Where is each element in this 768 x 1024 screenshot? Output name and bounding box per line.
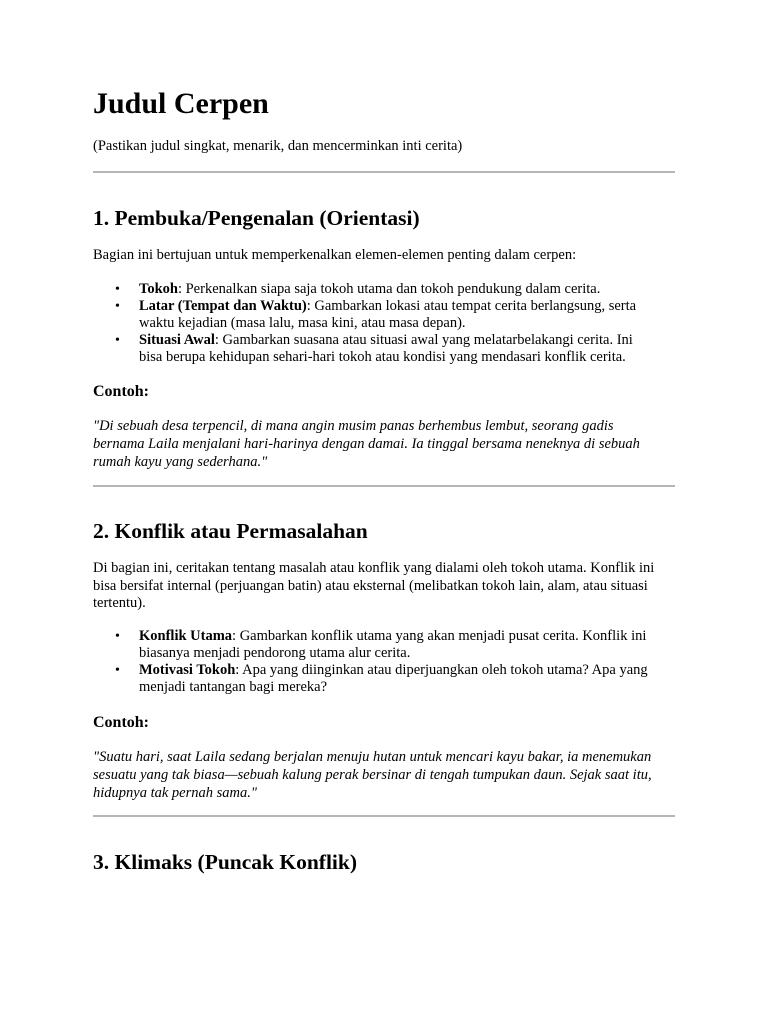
list-item-text: : Gambarkan lokasi atau tempat cerita berlangsung, serta waktu kejadian (masa lalu, masa kini, atau masa depan).: [139, 298, 637, 331]
bullet-icon: •: [115, 663, 120, 678]
list-item-term: Motivasi Tokoh: [139, 662, 236, 678]
section-2-intro: Di bagian ini, ceritakan tentang masalah atau konflik yang dialami oleh tokoh utama. Konflik ini bisa bersifat internal (perjuangan batin) atau eksternal (melibatkan tokoh lain, alam, atau situasi tertentu).: [93, 560, 655, 611]
section-2-example-label: Contoh:: [93, 714, 150, 731]
list-item: [115, 281, 653, 298]
list-item-text: : Gambarkan konflik utama yang akan menjadi pusat cerita. Konflik ini biasanya menjadi pendorong utama alur cerita.: [139, 628, 647, 661]
list-item-term: Tokoh: [139, 281, 178, 297]
document-title: Judul Cerpen: [93, 87, 269, 120]
section-2-heading: 2. Konflik atau Permasalahan: [93, 519, 368, 543]
list-item: [115, 662, 653, 696]
bullet-icon: •: [115, 333, 120, 348]
section-2-example: "Suatu hari, saat Laila sedang berjalan menuju hutan untuk mencari kayu bakar, ia menemukan sesuatu yang tak biasa—sebuah kalung perak bersinar di tengah tumpukan daun. Sejak saat itu, hidupnya tak pernah sama.": [93, 749, 652, 801]
section-1-heading: 1. Pembuka/Pengenalan (Orientasi): [93, 206, 420, 230]
list-item-text: : Perkenalkan siapa saja tokoh utama dan tokoh pendukung dalam cerita.: [177, 281, 601, 297]
section-1-list: [93, 281, 653, 366]
section-3-heading: 3. Klimaks (Puncak Konflik): [93, 850, 358, 874]
list-item: [115, 298, 653, 332]
list-item-term: Situasi Awal: [139, 332, 215, 348]
divider: [93, 815, 675, 817]
list-item-term: Konflik Utama: [139, 628, 233, 644]
section-1-example: "Di sebuah desa terpencil, di mana angin musim panas berhembus lembut, seorang gadis bernama Laila menjalani hari-harinya dengan damai. Ia tinggal bersama neneknya di sebuah rumah kayu yang sederhana.": [93, 418, 640, 470]
list-item-text: : Apa yang diinginkan atau diperjuangkan oleh tokoh utama? Apa yang menjadi tantangan bagi mereka?: [139, 662, 648, 695]
bullet-icon: •: [115, 629, 120, 644]
list-item-term: Latar (Tempat dan Waktu): [139, 298, 307, 314]
divider: [93, 485, 675, 487]
bullet-icon: •: [115, 282, 120, 297]
divider: [93, 171, 675, 173]
section-2-list: [93, 628, 653, 696]
list-item: [115, 332, 653, 366]
bullet-icon: •: [115, 299, 120, 314]
list-item-text: : Gambarkan suasana atau situasi awal yang melatarbelakangi cerita. Ini bisa berupa kehidupan sehari-hari tokoh atau kondisi yang mendasari konflik cerita.: [139, 332, 633, 365]
list-item: [115, 628, 653, 662]
title-note: (Pastikan judul singkat, menarik, dan mencerminkan inti cerita): [93, 138, 463, 154]
section-1-example-label: Contoh:: [93, 383, 150, 400]
section-1-intro: Bagian ini bertujuan untuk memperkenalkan elemen-elemen penting dalam cerpen:: [93, 247, 577, 263]
